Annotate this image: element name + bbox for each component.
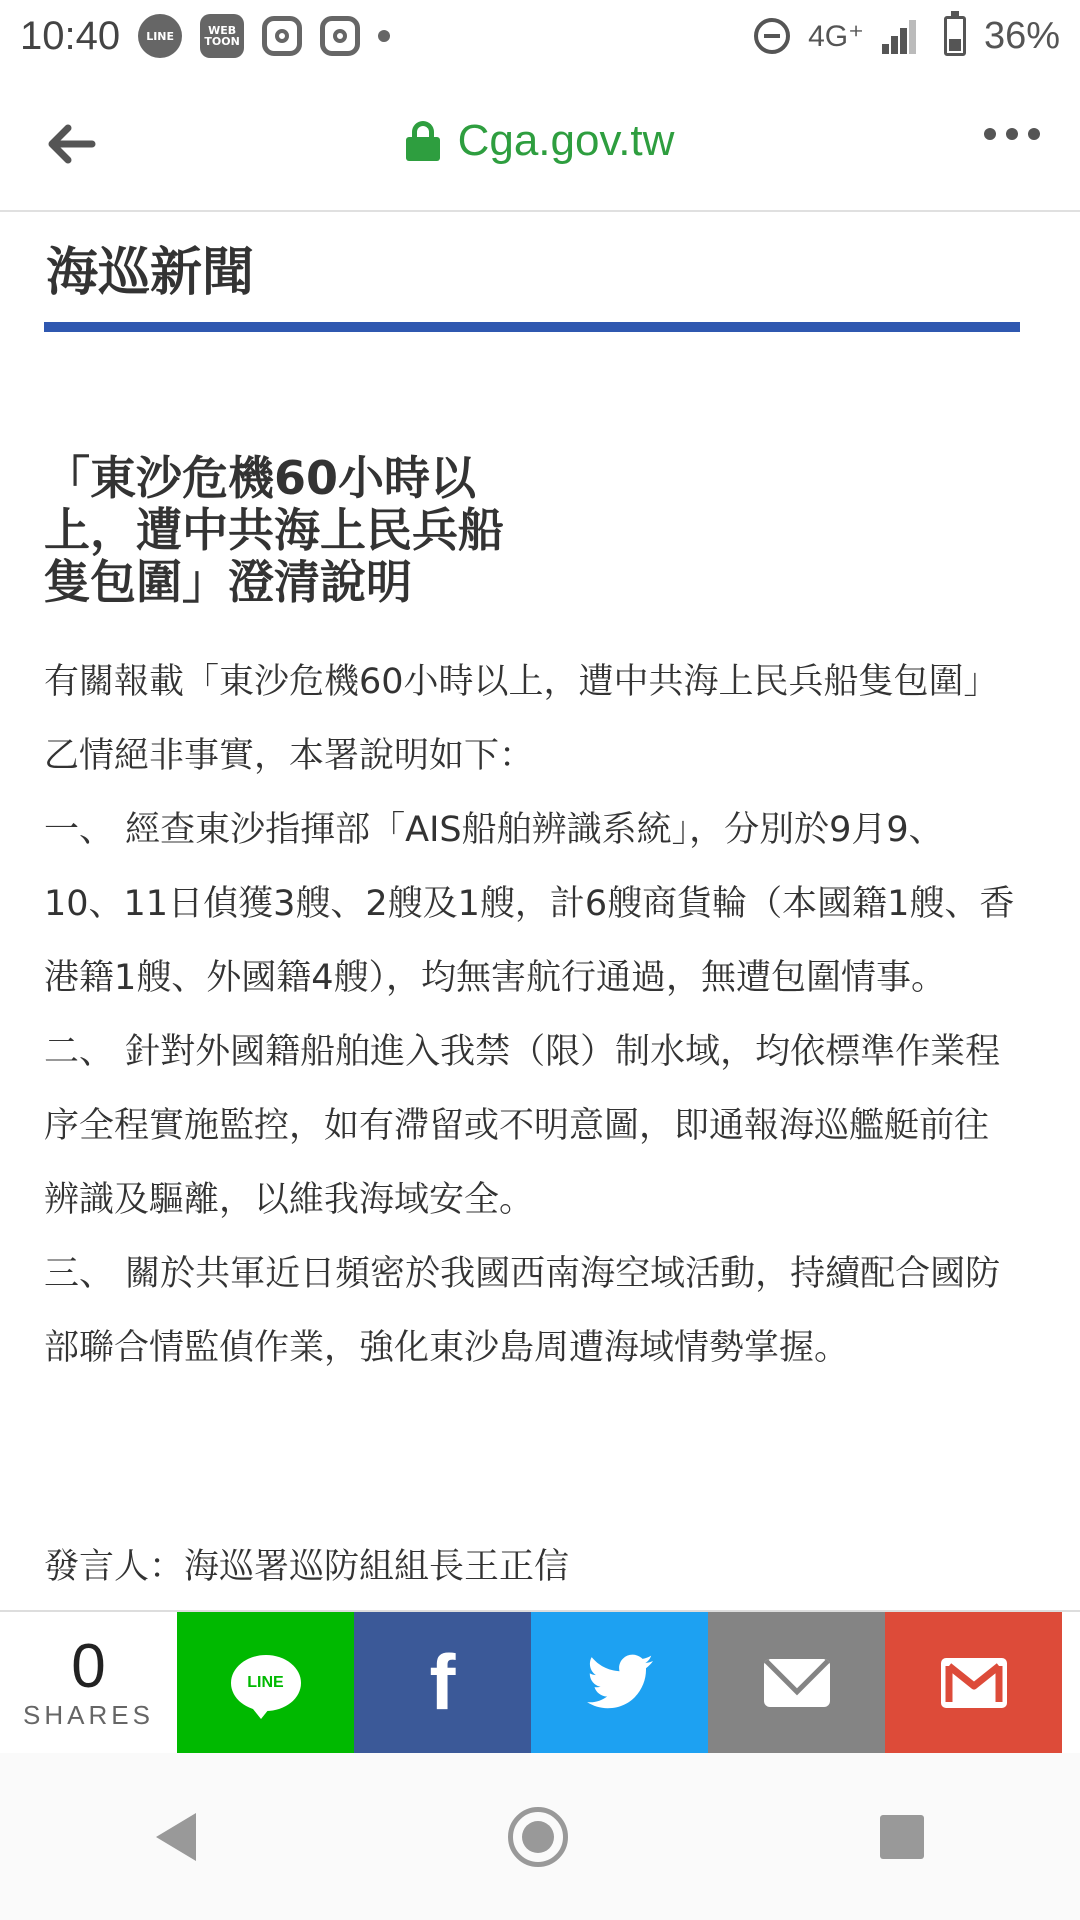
article-body — [44, 645, 1019, 1385]
battery-percent: 36% — [983, 14, 1060, 57]
share-facebook-button[interactable] — [354, 1612, 531, 1753]
more-options-button[interactable] — [984, 128, 1040, 140]
gmail-icon — [939, 1656, 1009, 1710]
status-time: 10:40 — [20, 13, 121, 58]
notification-dot-icon — [378, 30, 390, 42]
webtoon-app-icon: WEB TOON — [200, 14, 244, 58]
battery-icon — [944, 16, 966, 56]
network-type: 4G⁺ — [808, 19, 864, 53]
article-title: 「東沙危機60小時以上，遭中共海上民兵船隻包圍」澄清說明 — [44, 451, 504, 609]
article-paragraph: 一、 經查東沙指揮部「AIS船舶辨識系統」，分別於9月9、10、11日偵獲3艘、2艘及1艘，計6艘商貨輪（本國籍1艘、香港籍1艘、外國籍4艘），均無害航行通過，無遭包圍情事。 — [44, 810, 1015, 998]
instagram-icon — [320, 16, 360, 56]
line-icon: LINE — [231, 1655, 301, 1711]
share-twitter-button[interactable] — [531, 1612, 708, 1753]
do-not-disturb-icon — [754, 18, 790, 54]
section-title: 海巡新聞 — [46, 243, 255, 303]
spokesperson: 發言人：海巡署巡防組組長王正信 — [44, 1547, 570, 1587]
share-email-button[interactable] — [708, 1612, 885, 1753]
nav-recents-icon[interactable] — [880, 1815, 924, 1859]
twitter-bird-icon — [585, 1653, 655, 1713]
share-count — [0, 1612, 177, 1753]
nav-back-icon[interactable] — [156, 1813, 196, 1861]
instagram-icon — [262, 16, 302, 56]
status-bar — [0, 0, 1080, 72]
share-count-number: 0 — [71, 1632, 106, 1701]
facebook-icon: f — [429, 1638, 456, 1726]
status-bar-left — [20, 14, 390, 59]
share-gmail-button[interactable] — [885, 1612, 1062, 1753]
line-app-icon: LINE — [138, 14, 182, 58]
url-bar[interactable] — [0, 116, 1080, 166]
status-bar-right — [754, 15, 1060, 58]
url-text: Cga.gov.tw — [457, 116, 675, 165]
lock-icon — [406, 121, 440, 161]
envelope-icon — [764, 1659, 830, 1707]
share-bar — [0, 1610, 1080, 1753]
section-divider — [44, 322, 1020, 332]
browser-toolbar — [0, 72, 1080, 212]
share-line-button[interactable] — [177, 1612, 354, 1753]
article-paragraph: 有關報載「東沙危機60小時以上，遭中共海上民兵船隻包圍」乙情絕非事實，本署說明如下： — [44, 662, 999, 776]
article-paragraph: 三、 關於共軍近日頻密於我國西南海空域活動，持續配合國防部聯合情監偵作業，強化東沙島周遭海域情勢掌握。 — [44, 1254, 1001, 1368]
nav-home-icon[interactable] — [508, 1807, 568, 1867]
system-navigation-bar — [0, 1753, 1080, 1920]
more-dots-icon — [984, 128, 996, 140]
article-paragraph: 二、 針對外國籍船舶進入我禁（限）制水域，均依標準作業程序全程實施監控，如有滯留或不明意圖，即通報海巡艦艇前往辨識及驅離，以維我海域安全。 — [44, 1032, 1001, 1220]
share-count-label: SHARES — [23, 1700, 154, 1730]
signal-icon — [882, 18, 926, 54]
